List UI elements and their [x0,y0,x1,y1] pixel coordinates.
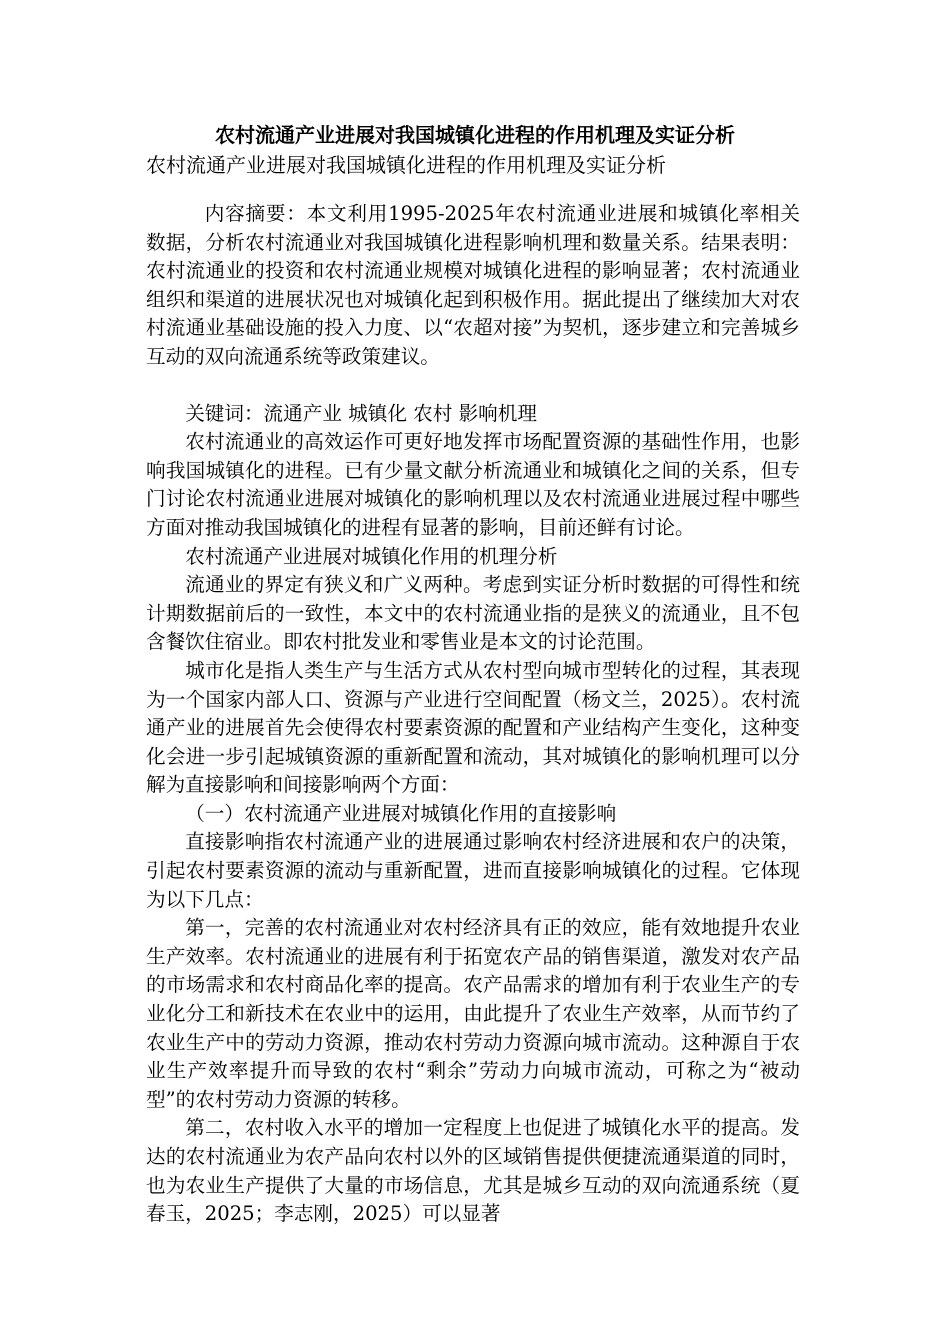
second-point-paragraph: 第二，农村收入水平的增加一定程度上也促进了城镇化水平的提高。发达的农村流通业为农产品向农村以外的区域销售提供便捷流通渠道的同时，也为农业生产提供了大量的市场信息，尤其是城乡互动的双向流通系统（夏春玉，2025；李志刚，2025）可以显著 [146,1116,800,1226]
document-subtitle: 农村流通产业进展对我国城镇化进程的作用机理及实证分析 [146,153,666,177]
urbanization-paragraph: 城市化是指人类生产与生活方式从农村型向城市型转化的过程，其表现为一个国家内部人口、资源与产业进行空间配置（杨文兰，2025）。农村流通产业的进展首先会使得农村要素资源的配置和产业结构产生变化，这种变化会进一步引起城镇资源的重新配置和流动，其对城镇化的影响机理可以分解为直接影响和间接影响两个方面： [146,658,800,797]
abstract-paragraph: 内容摘要：本文利用1995-2025年农村流通业进展和城镇化率相关数据，分析农村流通业对我国城镇化进程影响机理和数量关系。结果表明：农村流通业的投资和农村流通业规模对城镇化进程的影响显著；农村流通业组织和渠道的进展状况也对城镇化起到积极作用。据此提出了继续加大对农村流通业基础设施的投入力度、以“农超对接”为契机，逐步建立和完善城乡互动的双向流通系统等政策建议。 [146,202,800,368]
direct-impact-paragraph: 直接影响指农村流通产业的进展通过影响农村经济进展和农户的决策，引起农村要素资源的流动与重新配置，进而直接影响城镇化的过程。它体现为以下几点： [146,830,800,911]
keywords-line: 关键词：流通产业 城镇化 农村 影响机理 [185,401,537,425]
first-point-paragraph: 第一，完善的农村流通业对农村经济具有正的效应，能有效地提升农业生产效率。农村流通业的进展有利于拓宽农产品的销售渠道，激发对农产品的市场需求和农村商品化率的提高。农产品需求的增加有利于农业生产的专业化分工和新技术在农业中的运用，由此提升了农业生产效率，从而节约了农业生产中的劳动力资源，推动农村劳动力资源向城市流动。这种源自于农业生产效率提升而导致的农村“剩余”劳动力向城市流动，可称之为“被动型”的农村劳动力资源的转移。 [146,916,800,1111]
definition-paragraph: 流通业的界定有狭义和广义两种。考虑到实证分析时数据的可得性和统计期数据前后的一致性，本文中的农村流通业指的是狭义的流通业，且不包含餐饮住宿业。即农村批发业和零售业是本文的讨论范围。 [146,573,800,654]
subsection-heading: （一）农村流通产业进展对城镇化作用的直接影响 [185,801,617,825]
document-body [146,200,800,1229]
paragraph-spacer [146,372,800,400]
document-title: 农村流通产业进展对我国城镇化进程的作用机理及实证分析 [215,123,735,147]
intro-paragraph: 农村流通业的高效运作可更好地发挥市场配置资源的基础性作用，也影响我国城镇化的进程。已有少量文献分析流通业和城镇化之间的关系，但专门讨论农村流通业进展对城镇化的影响机理以及农村流通业进展过程中哪些方面对推动我国城镇化的进程有显著的影响，目前还鲜有讨论。 [146,430,800,539]
section-heading: 农村流通产业进展对城镇化作用的机理分析 [185,544,558,568]
